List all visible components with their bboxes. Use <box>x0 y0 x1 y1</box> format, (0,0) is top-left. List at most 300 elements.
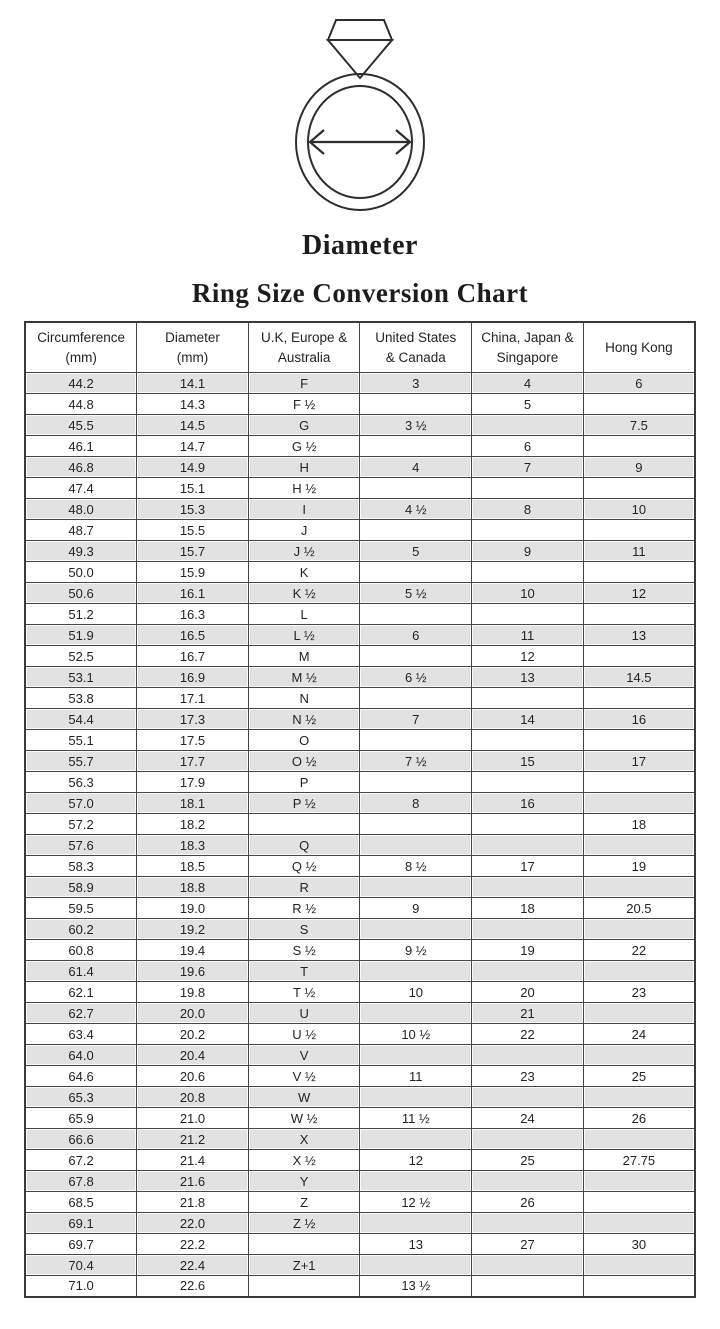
table-cell <box>583 478 695 499</box>
column-header-3: U.K, Europe & Australia <box>248 322 360 373</box>
table-cell: 5 ½ <box>360 583 472 604</box>
table-cell: 16.5 <box>137 625 249 646</box>
table-cell <box>583 772 695 793</box>
table-cell <box>472 688 584 709</box>
table-cell <box>472 415 584 436</box>
table-cell: 62.7 <box>25 1003 137 1024</box>
table-cell: Z ½ <box>248 1213 360 1234</box>
table-cell: 60.2 <box>25 919 137 940</box>
table-row <box>25 457 695 478</box>
table-row <box>25 772 695 793</box>
table-cell: 18 <box>583 814 695 835</box>
table-cell: 19 <box>583 856 695 877</box>
table-cell: 26 <box>583 1108 695 1129</box>
table-cell <box>583 1129 695 1150</box>
table-cell: 27 <box>472 1234 584 1255</box>
table-cell: X ½ <box>248 1150 360 1171</box>
table-row <box>25 1129 695 1150</box>
table-cell: P <box>248 772 360 793</box>
table-cell: I <box>248 499 360 520</box>
table-cell: M ½ <box>248 667 360 688</box>
table-cell: 55.1 <box>25 730 137 751</box>
table-cell <box>583 646 695 667</box>
table-row <box>25 982 695 1003</box>
table-row <box>25 1255 695 1276</box>
table-cell: 70.4 <box>25 1255 137 1276</box>
ring-figure <box>0 0 720 212</box>
table-cell: 12 ½ <box>360 1192 472 1213</box>
table-row <box>25 793 695 814</box>
table-cell: 63.4 <box>25 1024 137 1045</box>
table-cell <box>472 730 584 751</box>
table-cell: 17 <box>472 856 584 877</box>
table-cell: P ½ <box>248 793 360 814</box>
table-cell <box>583 1045 695 1066</box>
table-cell: 11 <box>472 625 584 646</box>
table-cell: 18.3 <box>137 835 249 856</box>
table-cell: 5 <box>472 394 584 415</box>
table-cell: Z+1 <box>248 1255 360 1276</box>
table-cell: 21 <box>472 1003 584 1024</box>
table-cell: 12 <box>472 646 584 667</box>
column-header-5: China, Japan & Singapore <box>472 322 584 373</box>
table-row <box>25 688 695 709</box>
table-cell <box>472 1129 584 1150</box>
table-cell <box>583 919 695 940</box>
table-cell: 4 <box>360 457 472 478</box>
table-cell: 24 <box>583 1024 695 1045</box>
table-cell: Q <box>248 835 360 856</box>
table-cell: X <box>248 1129 360 1150</box>
table-cell: S ½ <box>248 940 360 961</box>
table-cell <box>360 1087 472 1108</box>
table-cell <box>583 1192 695 1213</box>
table-cell: 54.4 <box>25 709 137 730</box>
table-cell <box>360 835 472 856</box>
table-cell: 17.7 <box>137 751 249 772</box>
table-cell <box>360 1129 472 1150</box>
table-row <box>25 1066 695 1087</box>
table-row <box>25 919 695 940</box>
table-cell <box>583 1255 695 1276</box>
table-cell: W <box>248 1087 360 1108</box>
table-cell: 57.0 <box>25 793 137 814</box>
table-cell: 27.75 <box>583 1150 695 1171</box>
table-cell: 53.1 <box>25 667 137 688</box>
table-cell <box>583 730 695 751</box>
table-cell: N ½ <box>248 709 360 730</box>
table-row <box>25 940 695 961</box>
table-cell <box>583 835 695 856</box>
table-cell <box>583 1213 695 1234</box>
column-header-4: United States & Canada <box>360 322 472 373</box>
table-cell: 44.2 <box>25 373 137 394</box>
table-cell <box>360 772 472 793</box>
table-cell: 6 <box>472 436 584 457</box>
table-cell: 21.4 <box>137 1150 249 1171</box>
table-cell: 23 <box>583 982 695 1003</box>
table-cell: 26 <box>472 1192 584 1213</box>
table-cell: 21.0 <box>137 1108 249 1129</box>
table-cell: 19.2 <box>137 919 249 940</box>
table-cell: 11 <box>360 1066 472 1087</box>
table-cell <box>583 520 695 541</box>
table-cell: 15 <box>472 751 584 772</box>
table-cell: V ½ <box>248 1066 360 1087</box>
table-cell: 16 <box>583 709 695 730</box>
table-cell: 22.4 <box>137 1255 249 1276</box>
table-cell: 21.8 <box>137 1192 249 1213</box>
table-cell: 17.9 <box>137 772 249 793</box>
table-cell: 30 <box>583 1234 695 1255</box>
table-cell: 13 <box>360 1234 472 1255</box>
table-cell <box>472 520 584 541</box>
table-cell <box>360 1213 472 1234</box>
column-header-1: Circumference (mm) <box>25 322 137 373</box>
table-cell <box>472 1171 584 1192</box>
table-cell: U ½ <box>248 1024 360 1045</box>
table-cell: 17.1 <box>137 688 249 709</box>
table-cell: 48.7 <box>25 520 137 541</box>
table-cell <box>583 793 695 814</box>
table-cell: 22 <box>472 1024 584 1045</box>
table-cell: 25 <box>583 1066 695 1087</box>
table-cell: 46.1 <box>25 436 137 457</box>
table-cell: 22.6 <box>137 1276 249 1297</box>
table-row <box>25 751 695 772</box>
table-row <box>25 835 695 856</box>
table-row <box>25 499 695 520</box>
table-cell: 16.1 <box>137 583 249 604</box>
column-header-2: Diameter (mm) <box>137 322 249 373</box>
page-title: Ring Size Conversion Chart <box>191 278 529 308</box>
table-cell: 20.0 <box>137 1003 249 1024</box>
table-cell <box>472 1276 584 1297</box>
table-cell: 15.1 <box>137 478 249 499</box>
table-row <box>25 1024 695 1045</box>
table-row <box>25 856 695 877</box>
table-cell: L ½ <box>248 625 360 646</box>
table-cell: 64.0 <box>25 1045 137 1066</box>
table-cell <box>360 961 472 982</box>
table-cell: 22 <box>583 940 695 961</box>
table-row <box>25 667 695 688</box>
ring-diamond-diameter-icon <box>284 14 436 212</box>
table-cell: 64.6 <box>25 1066 137 1087</box>
table-cell <box>360 1003 472 1024</box>
table-cell: 55.7 <box>25 751 137 772</box>
table-cell: 67.8 <box>25 1171 137 1192</box>
table-cell: 22.0 <box>137 1213 249 1234</box>
table-cell: 19 <box>472 940 584 961</box>
table-cell: 68.5 <box>25 1192 137 1213</box>
table-cell: 5 <box>360 541 472 562</box>
table-row <box>25 877 695 898</box>
table-cell: 8 ½ <box>360 856 472 877</box>
table-cell <box>583 1087 695 1108</box>
table-cell: K <box>248 562 360 583</box>
table-row <box>25 520 695 541</box>
table-cell: 22.2 <box>137 1234 249 1255</box>
table-cell <box>360 478 472 499</box>
table-body <box>25 373 695 1297</box>
table-cell: 18.2 <box>137 814 249 835</box>
table-cell <box>360 919 472 940</box>
table-cell: S <box>248 919 360 940</box>
table-row <box>25 394 695 415</box>
table-cell: 65.9 <box>25 1108 137 1129</box>
table-cell: 18.1 <box>137 793 249 814</box>
table-cell: 56.3 <box>25 772 137 793</box>
table-cell: 49.3 <box>25 541 137 562</box>
table-cell <box>360 814 472 835</box>
table-cell: 51.2 <box>25 604 137 625</box>
table-cell: 52.5 <box>25 646 137 667</box>
table-row <box>25 709 695 730</box>
table-cell: 14.1 <box>137 373 249 394</box>
table-cell: 62.1 <box>25 982 137 1003</box>
table-cell: 18.5 <box>137 856 249 877</box>
table-cell: 3 <box>360 373 472 394</box>
table-cell <box>248 814 360 835</box>
table-cell: 58.9 <box>25 877 137 898</box>
table-cell: O ½ <box>248 751 360 772</box>
table-cell: 59.5 <box>25 898 137 919</box>
table-cell: 10 <box>360 982 472 1003</box>
table-row <box>25 1192 695 1213</box>
table-cell <box>360 646 472 667</box>
table-cell <box>472 835 584 856</box>
table-cell: L <box>248 604 360 625</box>
table-cell: 65.3 <box>25 1087 137 1108</box>
table-row <box>25 1171 695 1192</box>
table-cell: 14.9 <box>137 457 249 478</box>
table-cell: F <box>248 373 360 394</box>
table-cell <box>472 961 584 982</box>
table-cell: 12 <box>583 583 695 604</box>
table-row <box>25 961 695 982</box>
table-cell: R ½ <box>248 898 360 919</box>
table-row <box>25 625 695 646</box>
table-cell: 57.2 <box>25 814 137 835</box>
table-cell: 44.8 <box>25 394 137 415</box>
table-cell: 14.7 <box>137 436 249 457</box>
table-cell: 50.0 <box>25 562 137 583</box>
table-cell: 21.6 <box>137 1171 249 1192</box>
table-header <box>25 322 695 373</box>
table-cell: 12 <box>360 1150 472 1171</box>
table-cell: 19.6 <box>137 961 249 982</box>
table-row <box>25 436 695 457</box>
table-cell: 9 ½ <box>360 940 472 961</box>
table-cell: 51.9 <box>25 625 137 646</box>
table-row <box>25 814 695 835</box>
table-cell <box>583 688 695 709</box>
table-cell: 17 <box>583 751 695 772</box>
table-cell <box>583 436 695 457</box>
table-cell: N <box>248 688 360 709</box>
column-header-6: Hong Kong <box>583 322 695 373</box>
table-cell: V <box>248 1045 360 1066</box>
table-cell: 57.6 <box>25 835 137 856</box>
table-cell: 20 <box>472 982 584 1003</box>
table-cell: 9 <box>360 898 472 919</box>
table-cell: R <box>248 877 360 898</box>
table-cell: H ½ <box>248 478 360 499</box>
table-row <box>25 1234 695 1255</box>
table-cell: 13 ½ <box>360 1276 472 1297</box>
table-cell: G <box>248 415 360 436</box>
table-cell: J <box>248 520 360 541</box>
table-row <box>25 730 695 751</box>
table-cell <box>360 688 472 709</box>
table-row <box>25 1108 695 1129</box>
table-cell: F ½ <box>248 394 360 415</box>
table-cell <box>360 436 472 457</box>
table-cell <box>583 961 695 982</box>
table-row <box>25 1276 695 1297</box>
table-cell <box>360 1045 472 1066</box>
table-cell: 7 <box>472 457 584 478</box>
table-cell <box>472 772 584 793</box>
table-cell: 58.3 <box>25 856 137 877</box>
table-cell: 9 <box>472 541 584 562</box>
table-cell: 7 <box>360 709 472 730</box>
table-cell <box>472 1087 584 1108</box>
table-cell: 18 <box>472 898 584 919</box>
table-cell <box>472 1213 584 1234</box>
table-cell: 14.3 <box>137 394 249 415</box>
table-row <box>25 1087 695 1108</box>
table-row <box>25 1150 695 1171</box>
table-cell <box>472 562 584 583</box>
table-cell: 18.8 <box>137 877 249 898</box>
header-row <box>25 322 695 373</box>
table-cell: 45.5 <box>25 415 137 436</box>
table-cell: 8 <box>472 499 584 520</box>
table-cell: O <box>248 730 360 751</box>
table-cell <box>360 604 472 625</box>
table-cell: 25 <box>472 1150 584 1171</box>
table-cell: 69.1 <box>25 1213 137 1234</box>
table-cell <box>472 1255 584 1276</box>
table-cell: 50.6 <box>25 583 137 604</box>
table-cell <box>472 877 584 898</box>
table-cell: 7 ½ <box>360 751 472 772</box>
table-cell: 4 ½ <box>360 499 472 520</box>
table-cell: 46.8 <box>25 457 137 478</box>
table-cell: 3 ½ <box>360 415 472 436</box>
table-row <box>25 415 695 436</box>
table-cell: 4 <box>472 373 584 394</box>
table-cell <box>360 877 472 898</box>
table-cell: 69.7 <box>25 1234 137 1255</box>
table-cell: 20.2 <box>137 1024 249 1045</box>
table-cell: T <box>248 961 360 982</box>
table-cell: 20.4 <box>137 1045 249 1066</box>
table-cell: 17.5 <box>137 730 249 751</box>
table-cell: 13 <box>583 625 695 646</box>
table-cell: H <box>248 457 360 478</box>
table-cell: 66.6 <box>25 1129 137 1150</box>
table-cell: 10 ½ <box>360 1024 472 1045</box>
table-cell: 53.8 <box>25 688 137 709</box>
table-cell: 6 ½ <box>360 667 472 688</box>
table-cell: Z <box>248 1192 360 1213</box>
table-cell: 23 <box>472 1066 584 1087</box>
table-cell: 15.9 <box>137 562 249 583</box>
ring-size-table <box>24 321 696 1298</box>
table-cell <box>583 604 695 625</box>
table-cell: 17.3 <box>137 709 249 730</box>
table-row <box>25 1045 695 1066</box>
table-row <box>25 541 695 562</box>
table-cell: 19.0 <box>137 898 249 919</box>
table-cell <box>583 1276 695 1297</box>
table-row <box>25 1213 695 1234</box>
table-cell <box>360 520 472 541</box>
table-row <box>25 604 695 625</box>
table-cell <box>360 394 472 415</box>
table-cell <box>583 1171 695 1192</box>
table-cell: 11 ½ <box>360 1108 472 1129</box>
table-cell: W ½ <box>248 1108 360 1129</box>
table-cell <box>583 562 695 583</box>
table-cell <box>472 478 584 499</box>
table-row <box>25 373 695 394</box>
table-cell: 11 <box>583 541 695 562</box>
table-cell: 15.7 <box>137 541 249 562</box>
table-cell <box>360 730 472 751</box>
table-cell: M <box>248 646 360 667</box>
table-cell: 19.4 <box>137 940 249 961</box>
table-cell: 21.2 <box>137 1129 249 1150</box>
table-cell: 20.5 <box>583 898 695 919</box>
table-cell <box>360 1255 472 1276</box>
table-cell: T ½ <box>248 982 360 1003</box>
table-cell: Y <box>248 1171 360 1192</box>
table-cell: 13 <box>472 667 584 688</box>
table-cell: 8 <box>360 793 472 814</box>
table-cell: 20.8 <box>137 1087 249 1108</box>
table-cell: 60.8 <box>25 940 137 961</box>
table-row <box>25 898 695 919</box>
table-cell: 14.5 <box>137 415 249 436</box>
table-cell: 9 <box>583 457 695 478</box>
table-cell: 6 <box>360 625 472 646</box>
table-cell <box>360 562 472 583</box>
table-cell: 19.8 <box>137 982 249 1003</box>
table-cell <box>472 604 584 625</box>
table-cell: 15.3 <box>137 499 249 520</box>
table-cell <box>248 1276 360 1297</box>
table-cell: 61.4 <box>25 961 137 982</box>
table-cell <box>583 394 695 415</box>
table-cell: 24 <box>472 1108 584 1129</box>
table-cell: K ½ <box>248 583 360 604</box>
table-cell <box>583 877 695 898</box>
table-row <box>25 1003 695 1024</box>
table-cell: J ½ <box>248 541 360 562</box>
table-cell: 71.0 <box>25 1276 137 1297</box>
table-row <box>25 478 695 499</box>
table-cell: 14.5 <box>583 667 695 688</box>
table-cell <box>248 1234 360 1255</box>
table-cell: 10 <box>583 499 695 520</box>
table-row <box>25 646 695 667</box>
table-row <box>25 562 695 583</box>
table-cell: 48.0 <box>25 499 137 520</box>
